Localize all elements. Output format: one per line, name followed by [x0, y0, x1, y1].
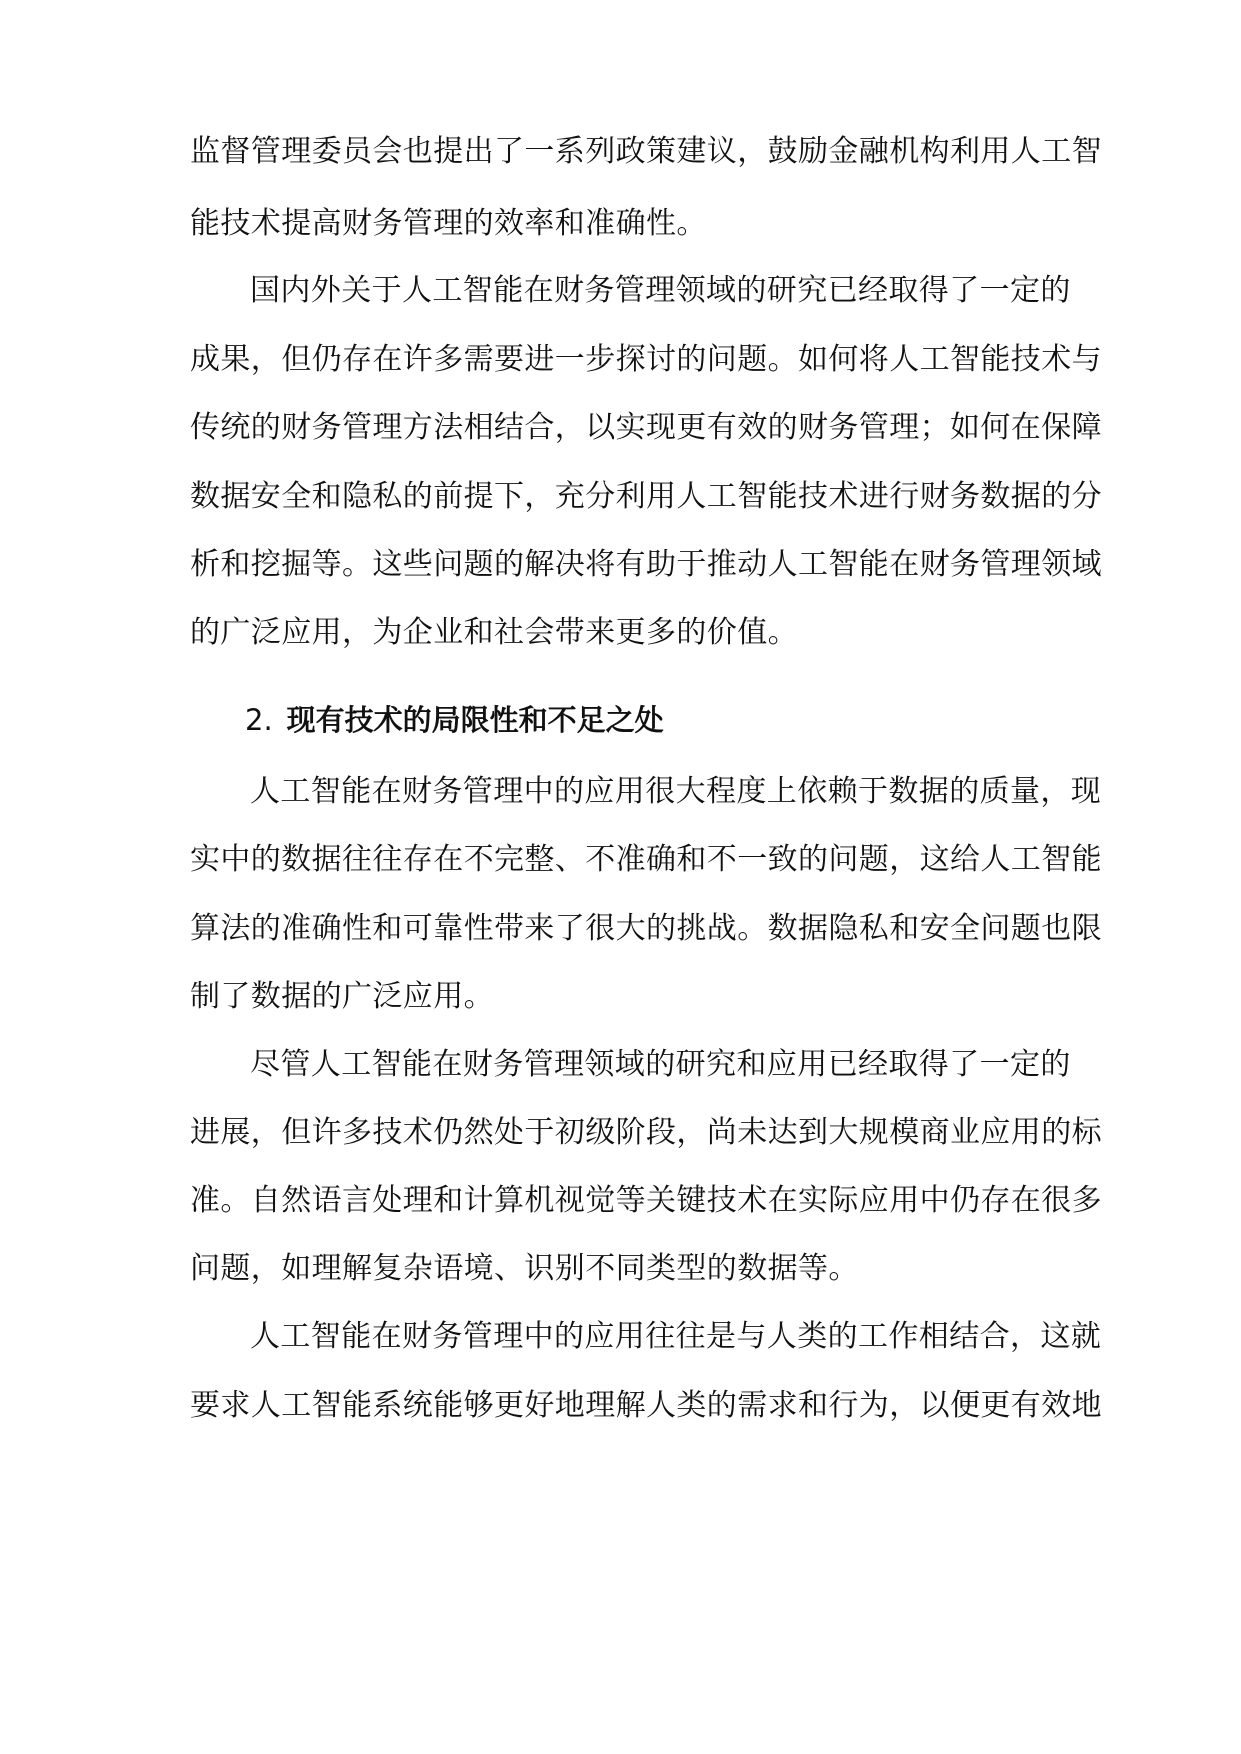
paragraph-line: 问题，如理解复杂语境、识别不同类型的数据等。 [190, 1251, 859, 1286]
paragraph-line: 人工智能在财务管理中的应用很大程度上依赖于数据的质量，现 [250, 774, 1102, 809]
section-heading [245, 700, 664, 740]
paragraph-line: 监督管理委员会也提出了一系列政策建议，鼓励金融机构利用人工智 [190, 134, 1102, 169]
paragraph-line: 准。自然语言处理和计算机视觉等关键技术在实际应用中仍存在很多 [190, 1183, 1102, 1218]
paragraph-line: 析和挖掘等。这些问题的解决将有助于推动人工智能在财务管理领域 [190, 547, 1102, 582]
paragraph-line: 成果，但仍存在许多需要进一步探讨的问题。如何将人工智能技术与 [190, 342, 1102, 377]
paragraph-line: 要求人工智能系统能够更好地理解人类的需求和行为，以便更有效地 [190, 1388, 1102, 1423]
paragraph-line: 的广泛应用，为企业和社会带来更多的价值。 [190, 615, 798, 650]
paragraph-line: 算法的准确性和可靠性带来了很大的挑战。数据隐私和安全问题也限 [190, 911, 1102, 946]
paragraph-line: 实中的数据往往存在不完整、不准确和不一致的问题，这给人工智能 [190, 842, 1102, 877]
paragraph-line: 进展，但许多技术仍然处于初级阶段，尚未达到大规模商业应用的标 [190, 1115, 1102, 1150]
paragraph-line: 数据安全和隐私的前提下，充分利用人工智能技术进行财务数据的分 [190, 479, 1102, 514]
paragraph-line: 国内外关于人工智能在财务管理领域的研究已经取得了一定的 [250, 273, 1071, 308]
paragraph-line: 传统的财务管理方法相结合，以实现更有效的财务管理；如何在保障 [190, 410, 1102, 445]
paragraph-line: 尽管人工智能在财务管理领域的研究和应用已经取得了一定的 [250, 1047, 1071, 1082]
document-page [190, 0, 1102, 1754]
section-number: 2. [245, 703, 273, 737]
paragraph-line: 能技术提高财务管理的效率和准确性。 [190, 206, 707, 241]
paragraph-line: 人工智能在财务管理中的应用往往是与人类的工作相结合，这就 [250, 1319, 1102, 1354]
paragraph-line: 制了数据的广泛应用。 [190, 979, 494, 1014]
section-title: 现有技术的局限性和不足之处 [286, 703, 664, 737]
